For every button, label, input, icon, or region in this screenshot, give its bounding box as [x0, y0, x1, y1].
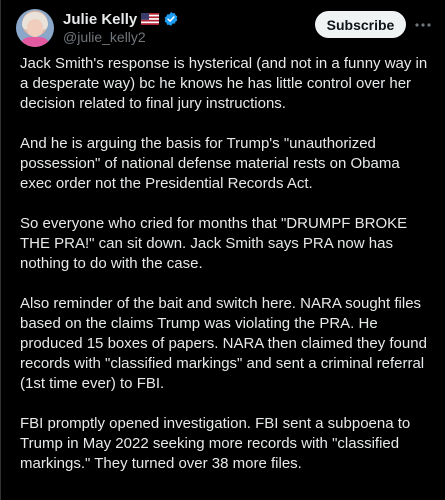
author-name-row	[63, 10, 179, 28]
post-paragraph: So everyone who cried for months that "DRUMPF BROKE THE PRA!" can sit down. Jack Smith says PRA now has nothing to do with the case.	[20, 215, 408, 272]
avatar[interactable]	[16, 9, 54, 47]
post-text	[20, 54, 432, 494]
subscribe-button[interactable]: Subscribe	[315, 11, 406, 38]
us-flag-icon	[141, 13, 159, 25]
author-display-name[interactable]: Julie Kelly	[63, 10, 138, 28]
post-paragraph: Jack Smith's response is hysterical (and not in a funny way in a desperate way) bc he knows he has little control over her decision related to final jury instructions.	[20, 55, 428, 112]
avatar-face	[27, 19, 43, 37]
post-paragraph: Also reminder of the bait and switch here. NARA sought files based on the claims Trump was violating the PRA. He produced 15 boxes of papers. NARA then claimed they found records with "classified markings" and sent a criminal referral (1st time ever) to FBI.	[20, 295, 427, 392]
avatar-shirt	[20, 37, 50, 47]
post-paragraph: FBI promptly opened investigation. FBI sent a subpoena to Trump in May 2022 seeking more records with "classified markings." They turned over 38 more files.	[20, 415, 411, 472]
post-paragraph: And he is arguing the basis for Trump's "unauthorized possession" of national defense material rests on Obama exec order not the Presidential Records Act.	[20, 135, 400, 192]
more-options-icon[interactable]	[413, 15, 433, 35]
author-handle[interactable]: @julie_kelly2	[63, 29, 146, 45]
post-header	[1, 0, 445, 52]
verified-badge-icon[interactable]	[163, 11, 179, 27]
more-options-dots	[414, 16, 432, 34]
